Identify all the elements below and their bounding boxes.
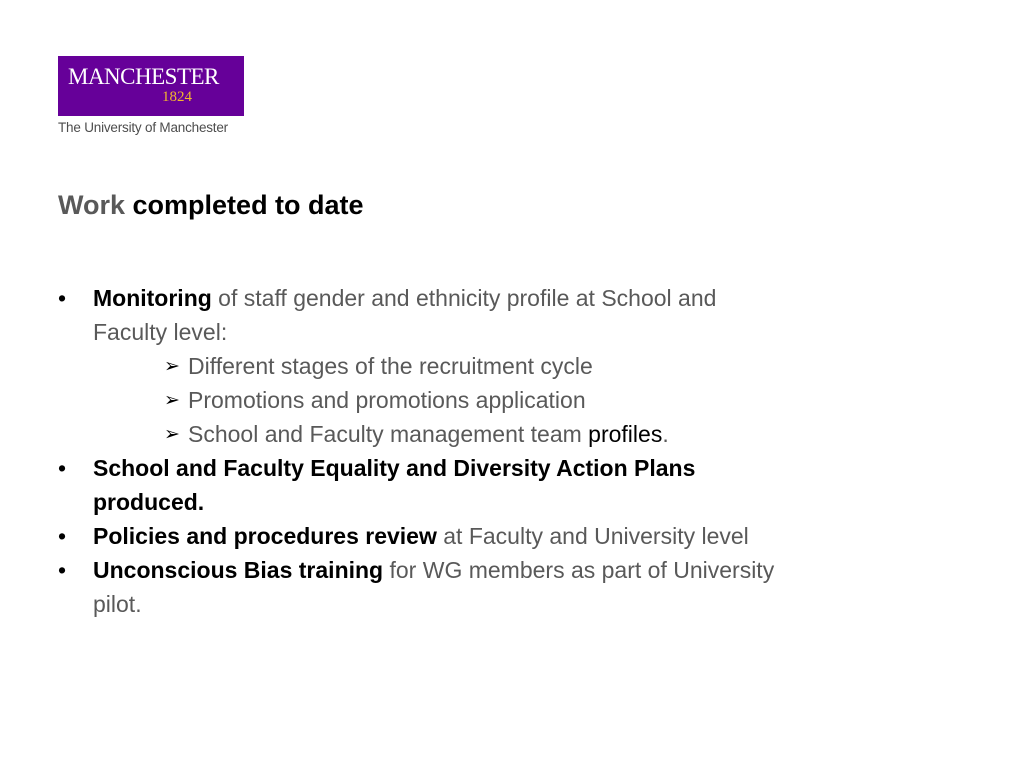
bullet-list	[58, 281, 778, 621]
logo-purple-box	[58, 56, 244, 116]
arrow-bullet-icon: ➢	[164, 355, 180, 377]
item-bold-text: Monitoring	[93, 285, 212, 311]
slide-title	[58, 188, 364, 222]
logo-caption: The University of Manchester	[58, 120, 228, 135]
list-item-monitoring	[58, 281, 778, 349]
sub-item-text: Promotions and promotions application	[188, 387, 586, 413]
title-part-2: completed to date	[132, 190, 364, 220]
sub-item-management-team	[58, 417, 778, 451]
logo-wordmark: MANCHESTER	[68, 64, 219, 89]
bullet-icon: •	[58, 455, 67, 481]
bullet-icon: •	[58, 285, 67, 311]
list-item-policies	[58, 519, 778, 553]
item-bold-text: Unconscious Bias training	[93, 557, 384, 583]
sub-item-text: School and Faculty management team	[188, 421, 589, 447]
title-part-1: Work	[58, 190, 126, 220]
sub-item-promotions	[58, 383, 778, 417]
sub-item-recruitment	[58, 349, 778, 383]
item-text: at Faculty and University level	[436, 523, 749, 549]
sub-item-tail: .	[662, 421, 669, 447]
list-item-action-plans	[58, 451, 778, 519]
sub-item-text: Different stages of the recruitment cycle	[188, 353, 593, 379]
arrow-bullet-icon: ➢	[164, 423, 180, 445]
item-text: for WG members as part of University pilot.	[93, 557, 775, 617]
item-bold-text: Policies and procedures review	[93, 523, 437, 549]
list-item-bias-training	[58, 553, 778, 621]
logo-year: 1824	[162, 89, 192, 105]
bullet-icon: •	[58, 523, 67, 549]
bullet-icon: •	[58, 557, 67, 583]
arrow-bullet-icon: ➢	[164, 389, 180, 411]
item-text: of staff gender and ethnicity profile at School and Faculty level:	[93, 285, 717, 345]
sub-item-highlight: profiles	[588, 421, 663, 447]
item-bold-text: School and Faculty Equality and Diversity Action Plans produced.	[93, 455, 696, 515]
